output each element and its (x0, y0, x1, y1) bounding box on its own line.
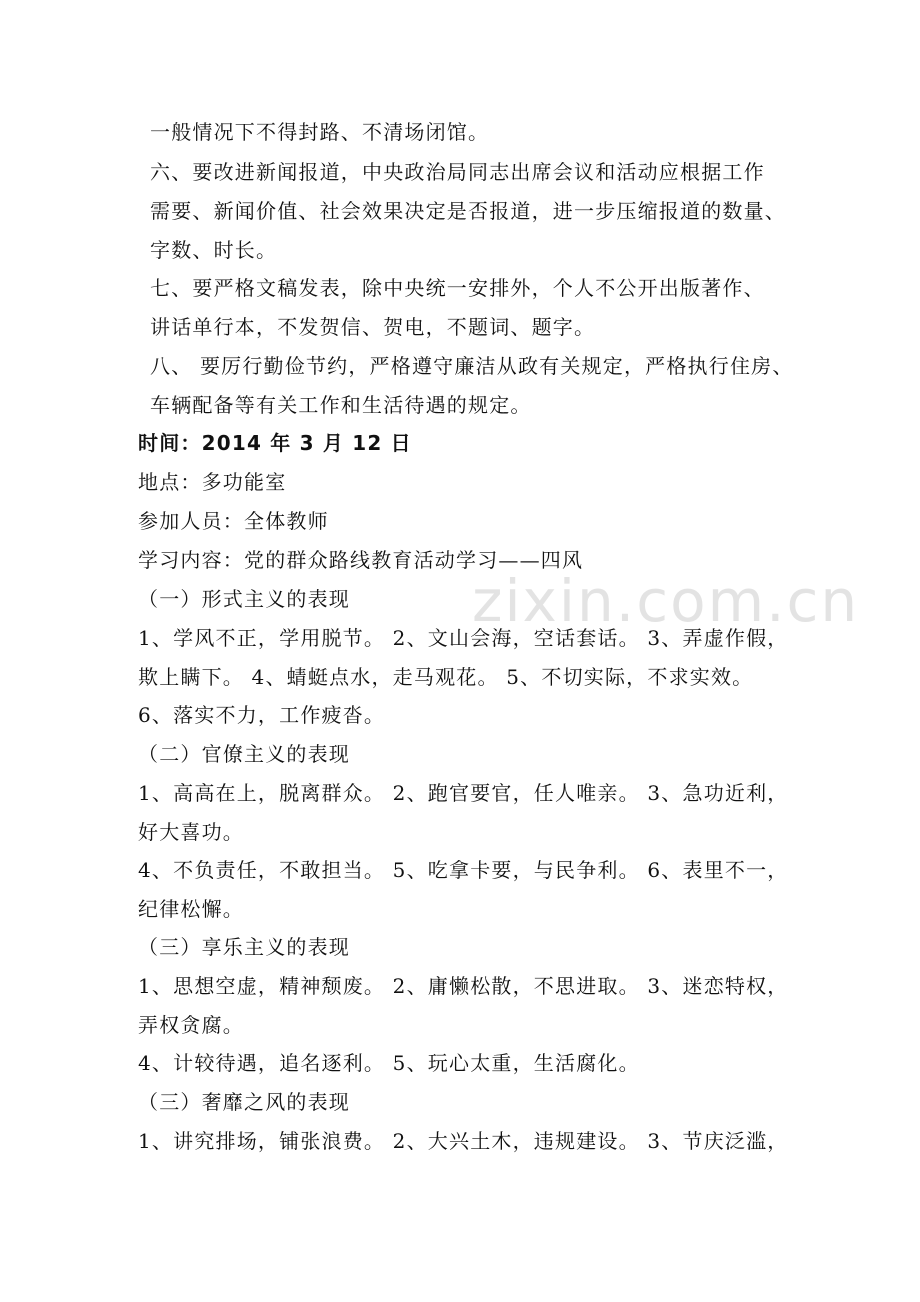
hedonism-line-1: 1、思想空虚，精神颓废。 2、庸懒松散，不思进取。 3、迷恋特权， (138, 974, 789, 998)
study-topic: 学习内容：党的群众路线教育活动学习——四风 (138, 548, 584, 572)
hedonism-line-2: 弄权贪腐。 (138, 1013, 244, 1037)
formalism-line-1: 1、学风不正，学用脱节。 2、文山会海，空话套话。 3、弄虚作假， (138, 626, 789, 650)
section-heading-formalism: （一）形式主义的表现 (138, 587, 350, 611)
hedonism-line-3: 4、计较待遇，追名逐利。 5、玩心太重，生活腐化。 (138, 1051, 640, 1075)
extravagance-line-1: 1、讲究排场，铺张浪费。 2、大兴土木，违规建设。 3、节庆泛滥， (138, 1129, 789, 1153)
item7-line-1: 七、要严格文稿发表，除中央统一安排外，个人不公开出版著作、 (150, 276, 765, 300)
bureaucratism-line-3: 4、不负责任，不敢担当。 5、吃拿卡要，与民争利。 6、表里不一， (138, 858, 789, 882)
section-heading-bureaucratism: （二）官僚主义的表现 (138, 742, 350, 766)
item6-line-1: 六、要改进新闻报道，中央政治局同志出席会议和活动应根据工作 (150, 160, 765, 184)
formalism-line-3: 6、落实不力，工作疲沓。 (138, 703, 386, 727)
meeting-participants: 参加人员：全体教师 (138, 509, 329, 533)
item6-line-3: 字数、时长。 (150, 238, 278, 262)
meeting-time: 时间：2014 年 3 月 12 日 (138, 431, 412, 455)
item7-line-2: 讲话单行本，不发贺信、贺电，不题词、题字。 (150, 315, 596, 339)
item6-line-2: 需要、新闻价值、社会效果决定是否报道，进一步压缩报道的数量、 (150, 199, 786, 223)
bureaucratism-line-4: 纪律松懈。 (138, 897, 244, 921)
item5-tail: 一般情况下不得封路、不清场闭馆。 (150, 120, 490, 144)
bureaucratism-line-1: 1、高高在上，脱离群众。 2、跑官要官，任人唯亲。 3、急功近利， (138, 781, 789, 805)
meeting-location: 地点：多功能室 (138, 470, 287, 494)
formalism-line-2: 欺上瞒下。 4、蜻蜓点水，走马观花。 5、不切实际，不求实效。 (138, 665, 754, 689)
bureaucratism-line-2: 好大喜功。 (138, 820, 244, 844)
section-heading-hedonism: （三）享乐主义的表现 (138, 935, 350, 959)
watermark: zixin.com.cn (472, 567, 860, 635)
item8-line-2: 车辆配备等有关工作和生活待遇的规定。 (150, 393, 532, 417)
section-heading-extravagance: （三）奢靡之风的表现 (138, 1090, 350, 1114)
item8-line-1: 八、 要厉行勤俭节约，严格遵守廉洁从政有关规定，严格执行住房、 (150, 354, 794, 378)
